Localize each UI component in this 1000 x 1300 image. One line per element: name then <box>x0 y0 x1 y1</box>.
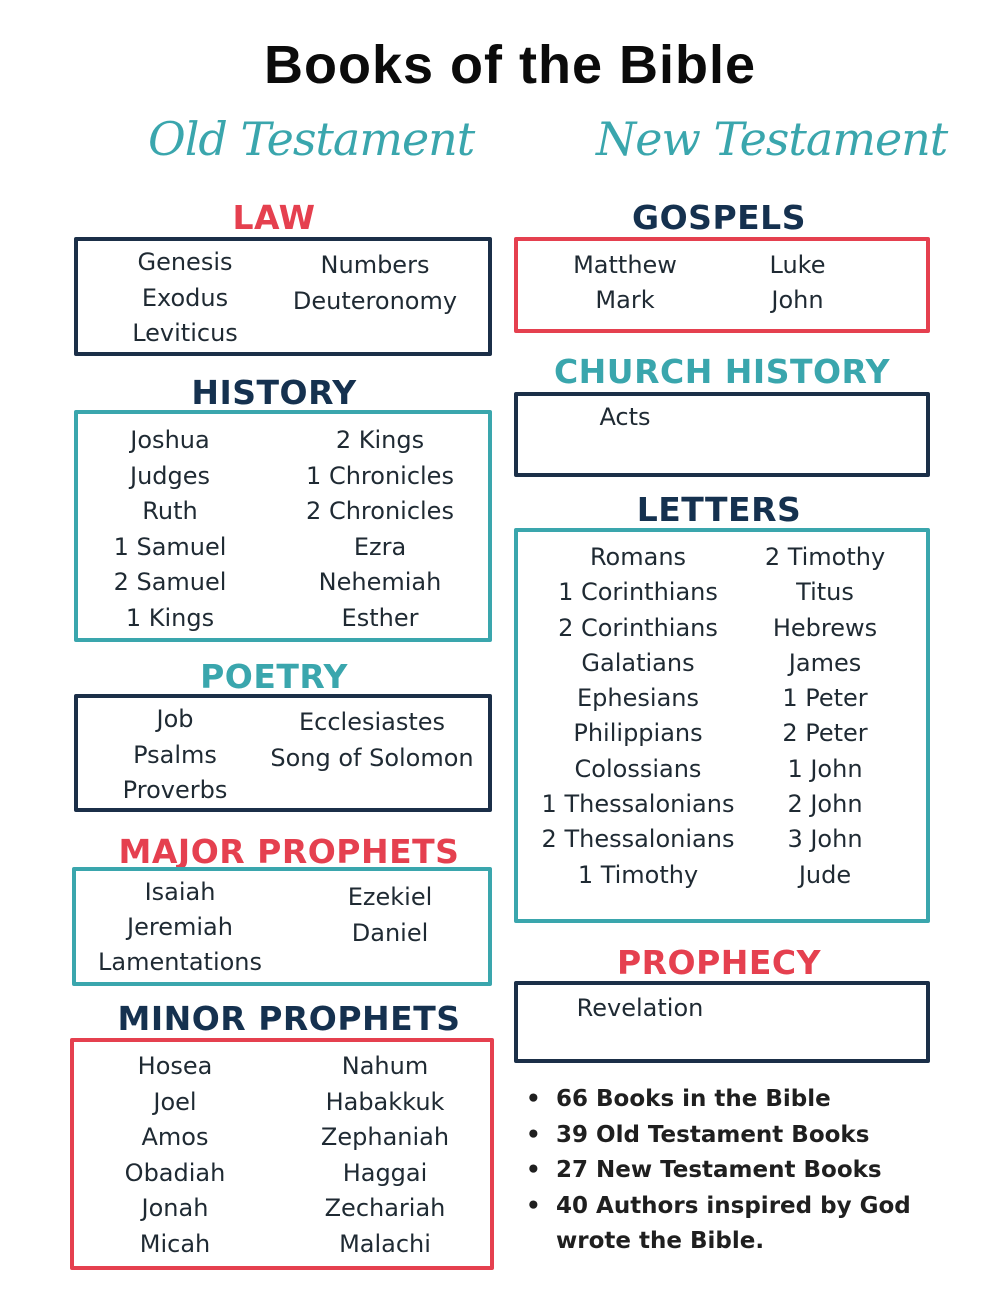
book-name: 1 Timothy <box>577 860 699 889</box>
poetry-heading: POETRY <box>200 657 348 696</box>
book-name: Titus <box>796 578 854 607</box>
history-heading: HISTORY <box>191 373 357 412</box>
new-testament-label: New Testament <box>596 112 948 166</box>
gospels-column-1 <box>535 248 715 318</box>
book-name: John <box>771 286 824 314</box>
poetry-column-1 <box>85 702 265 809</box>
book-name: 1 Samuel <box>113 532 227 561</box>
book-name: 2 Timothy <box>764 543 886 571</box>
old-testament-label: Old Testament <box>148 112 475 166</box>
book-name: Isaiah <box>144 878 216 906</box>
book-name: Exodus <box>141 283 229 312</box>
book-name: Psalms <box>133 740 217 769</box>
law-column-2 <box>280 248 470 319</box>
book-name: Matthew <box>573 251 677 279</box>
history-column-1 <box>80 423 260 636</box>
book-name: 2 Corinthians <box>558 613 718 642</box>
church-history-column-1 <box>535 400 715 435</box>
book-name: Malachi <box>339 1229 431 1258</box>
book-name: Ephesians <box>577 684 699 713</box>
book-name: Micah <box>139 1229 211 1258</box>
book-name: Nahum <box>341 1052 429 1080</box>
book-name: Galatians <box>581 648 695 677</box>
minor-prophets-heading: MINOR PROPHETS <box>117 999 461 1038</box>
fact-item: • 66 Books in the Bible <box>526 1082 976 1118</box>
book-name: 2 Thessalonians <box>541 825 735 854</box>
book-name: Ezra <box>353 532 407 561</box>
prophecy-column-1 <box>545 991 735 1026</box>
book-name: Obadiah <box>124 1158 226 1187</box>
book-name: Ezekiel <box>347 883 433 911</box>
law-column-1 <box>95 245 275 352</box>
minor-prophets-column-2 <box>290 1049 480 1262</box>
book-name: 1 Thessalonians <box>541 790 735 819</box>
book-name: 2 Chronicles <box>306 497 454 525</box>
fact-item: • 40 Authors inspired by God wrote the Bible. <box>526 1189 976 1260</box>
major-prophets-column-1 <box>90 875 270 980</box>
book-name: Nehemiah <box>318 568 442 596</box>
book-name: Esther <box>341 603 419 632</box>
book-name: Judges <box>129 461 211 490</box>
book-name: Zephaniah <box>320 1123 450 1151</box>
book-name: 1 Chronicles <box>306 461 454 490</box>
fact-item: • 39 Old Testament Books <box>526 1118 976 1154</box>
book-name: 1 Kings <box>125 603 215 632</box>
major-prophets-heading: MAJOR PROPHETS <box>118 832 460 871</box>
letters-column-2 <box>745 540 905 893</box>
bible-facts-list <box>526 1082 976 1260</box>
book-name: Habakkuk <box>325 1087 445 1116</box>
book-name: Jeremiah <box>127 913 233 941</box>
book-name: Hebrews <box>772 613 878 642</box>
book-name: Luke <box>769 251 826 279</box>
book-name: Leviticus <box>132 319 238 347</box>
history-column-2 <box>280 423 480 636</box>
book-name: Colossians <box>574 754 702 783</box>
book-name: Mark <box>595 286 655 314</box>
book-name: Joshua <box>130 426 210 454</box>
book-name: Song of Solomon <box>270 743 474 772</box>
book-name: 1 John <box>787 754 863 783</box>
book-name: Proverbs <box>122 776 228 804</box>
book-name: 2 Peter <box>782 719 868 748</box>
book-name: Ecclesiastes <box>298 708 446 736</box>
book-name: 3 John <box>787 825 863 854</box>
book-name: Amos <box>141 1123 209 1151</box>
book-name: Lamentations <box>97 948 263 976</box>
book-name: 2 John <box>787 790 863 819</box>
book-name: 2 Samuel <box>113 568 227 596</box>
minor-prophets-column-1 <box>85 1049 265 1262</box>
book-name: Joel <box>153 1087 197 1116</box>
book-name: Philippians <box>573 719 703 748</box>
book-name: Deuteronomy <box>292 286 458 315</box>
book-name: Ruth <box>142 497 198 525</box>
major-prophets-column-2 <box>300 880 480 951</box>
book-name: Zechariah <box>324 1194 446 1222</box>
book-name: Haggai <box>342 1158 428 1187</box>
fact-item: • 27 New Testament Books <box>526 1153 976 1189</box>
book-name: Romans <box>589 543 687 571</box>
book-name: James <box>788 648 862 677</box>
gospels-column-2 <box>720 248 875 318</box>
poetry-column-2 <box>262 705 482 776</box>
gospels-heading: GOSPELS <box>632 198 806 237</box>
letters-heading: LETTERS <box>636 490 802 529</box>
page-title: Books of the Bible <box>263 35 757 95</box>
book-name: Revelation <box>576 994 704 1022</box>
book-name: Genesis <box>137 248 233 276</box>
prophecy-heading: PROPHECY <box>616 943 822 982</box>
book-name: Daniel <box>351 918 429 947</box>
book-name: 1 Corinthians <box>558 578 718 607</box>
book-name: Jonah <box>141 1194 209 1222</box>
book-name: Job <box>156 705 194 733</box>
book-name: Numbers <box>320 251 430 279</box>
law-heading: LAW <box>232 198 316 237</box>
book-name: Hosea <box>137 1052 213 1080</box>
book-name: Jude <box>798 860 852 889</box>
letters-column-1 <box>528 540 748 893</box>
book-name: 1 Peter <box>782 684 868 713</box>
book-name: Acts <box>599 403 651 431</box>
church-history-heading: CHURCH HISTORY <box>553 352 891 391</box>
book-name: 2 Kings <box>335 426 425 454</box>
